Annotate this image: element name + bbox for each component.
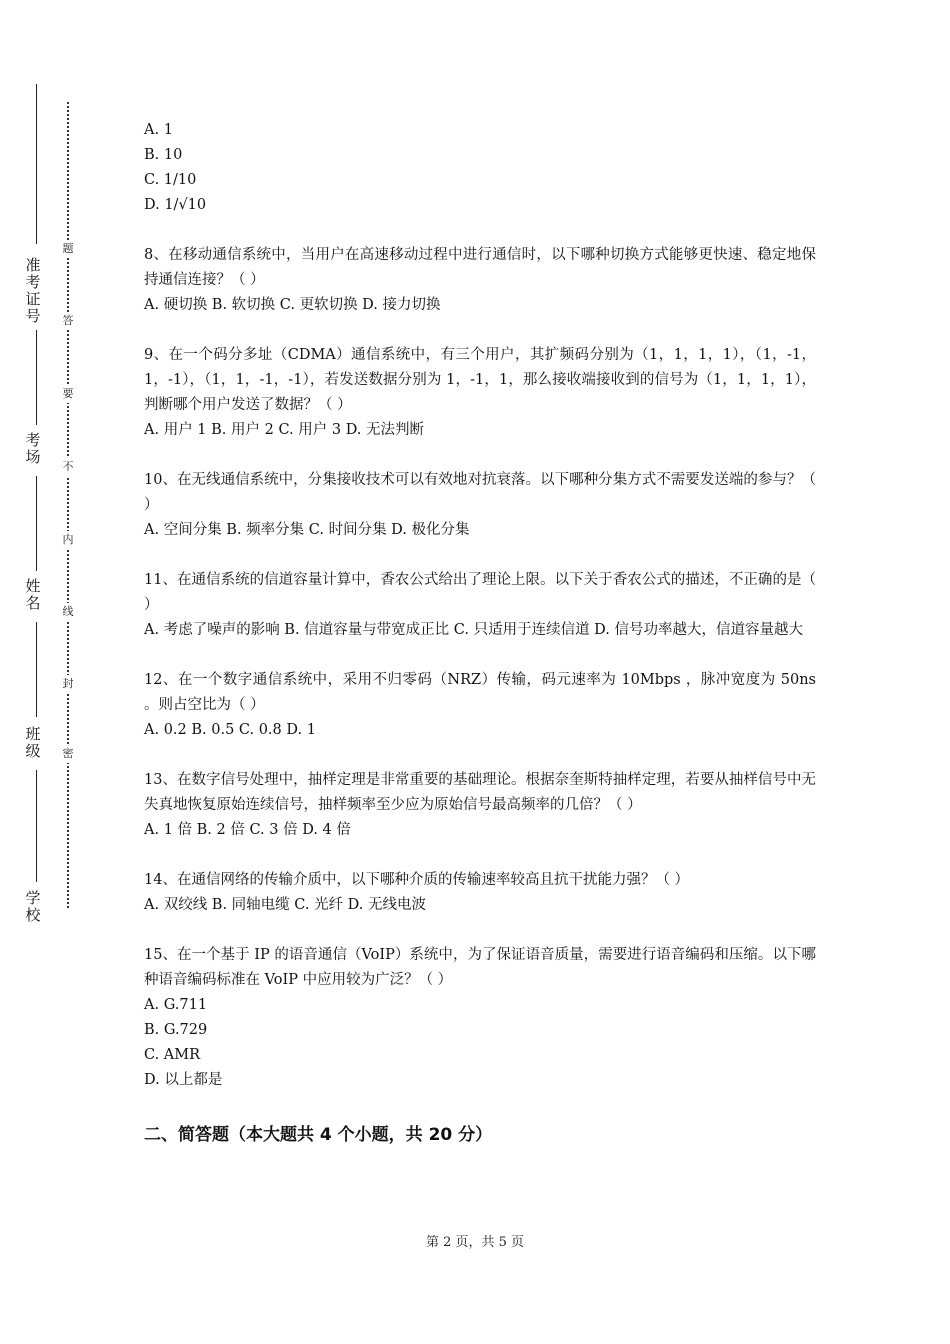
option-line: C. 1/10 — [144, 172, 197, 188]
question-options: A. 双绞线 B. 同轴电缆 C. 光纤 D. 无线电波 — [144, 897, 427, 913]
question-7-options — [144, 118, 816, 218]
seal-char: 不 — [59, 458, 77, 476]
field-exam-number-line — [36, 84, 37, 244]
field-exam-room-line — [36, 330, 37, 425]
field-class-line — [36, 622, 37, 717]
exam-content — [144, 118, 816, 1148]
question-options: A. 0.2 B. 0.5 C. 0.8 D. 1 — [144, 722, 316, 738]
page-footer: 第 2 页，共 5 页 — [425, 1235, 525, 1250]
question-stem: 12、在一个数字通信系统中，采用不归零码（NRZ）传输，码元速率为 10Mbps ，脉冲宽度为 50ns 。则占空比为（ ） — [144, 672, 816, 713]
question-stem: 9、在一个码分多址（CDMA）通信系统中，有三个用户，其扩频码分别为（1，1，1，1），（1，-1，1，-1），（1，1，-1，-1），若发送数据分别为 1，-1，1，那么接收端接收到的信号为（1，1，1，1），判断哪个用户发送了数据？（ ） — [144, 347, 816, 413]
question-8 — [144, 243, 816, 318]
option-line: D. 以上都是 — [144, 1072, 223, 1088]
question-14 — [144, 868, 816, 918]
option-line: C. AMR — [144, 1047, 201, 1063]
question-options: A. 空间分集 B. 频率分集 C. 时间分集 D. 极化分集 — [144, 522, 470, 538]
question-options: A. 用户 1 B. 用户 2 C. 用户 3 D. 无法判断 — [144, 422, 425, 438]
question-options: A. 硬切换 B. 软切换 C. 更软切换 D. 接力切换 — [144, 297, 441, 313]
seal-char: 答 — [59, 312, 77, 330]
question-13 — [144, 768, 816, 843]
field-name-label: 姓名 — [25, 577, 41, 612]
question-11 — [144, 568, 816, 643]
question-12 — [144, 668, 816, 743]
seal-char: 要 — [59, 385, 77, 403]
option-line: B. G.729 — [144, 1022, 208, 1038]
question-stem: 14、在通信网络的传输介质中，以下哪种介质的传输速率较高且抗干扰能力强？（ ） — [144, 872, 690, 888]
seal-char: 密 — [59, 745, 77, 763]
seal-char: 封 — [59, 675, 77, 693]
field-name-line — [36, 476, 37, 571]
field-school-line — [36, 770, 37, 882]
option-line: A. G.711 — [144, 997, 208, 1013]
question-9 — [144, 343, 816, 443]
question-stem: 10、在无线通信系统中，分集接收技术可以有效地对抗衰落。以下哪种分集方式不需要发送端的参与？（ ） — [144, 472, 816, 513]
option-line: B. 10 — [144, 147, 183, 163]
question-options: A. 考虑了噪声的影响 B. 信道容量与带宽成正比 C. 只适用于连续信道 D. 信号功率越大，信道容量越大 — [144, 622, 804, 638]
seal-char: 线 — [59, 603, 77, 621]
field-exam-room-label: 考场 — [25, 431, 41, 466]
field-school-label: 学校 — [25, 889, 41, 924]
seal-char: 题 — [59, 240, 77, 258]
question-stem: 15、在一个基于 IP 的语音通信（VoIP）系统中，为了保证语音质量，需要进行语音编码和压缩。以下哪种语音编码标准在 VoIP 中应用较为广泛？（ ） — [144, 947, 816, 988]
field-exam-number-label: 准考证号 — [25, 256, 41, 325]
seal-char: 内 — [59, 531, 77, 549]
option-line: A. 1 — [144, 122, 173, 138]
question-stem: 8、在移动通信系统中，当用户在高速移动过程中进行通信时，以下哪种切换方式能够更快速、稳定地保持通信连接？（ ） — [144, 247, 816, 288]
question-15 — [144, 943, 816, 1093]
question-options: A. 1 倍 B. 2 倍 C. 3 倍 D. 4 倍 — [144, 822, 351, 838]
question-10 — [144, 468, 816, 543]
dotted-seal-line — [67, 102, 69, 908]
section-title: 二、简答题（本大题共 4 个小题，共 20 分） — [144, 1125, 493, 1145]
question-stem: 11、在通信系统的信道容量计算中，香农公式给出了理论上限。以下关于香农公式的描述，不正确的是（ ） — [144, 572, 816, 613]
option-line: D. 1/√10 — [144, 197, 207, 213]
field-class-label: 班级 — [25, 725, 41, 760]
question-stem: 13、在数字信号处理中，抽样定理是非常重要的基础理论。根据奈奎斯特抽样定理，若要从抽样信号中无失真地恢复原始连续信号，抽样频率至少应为原始信号最高频率的几倍？（ ） — [144, 772, 816, 813]
